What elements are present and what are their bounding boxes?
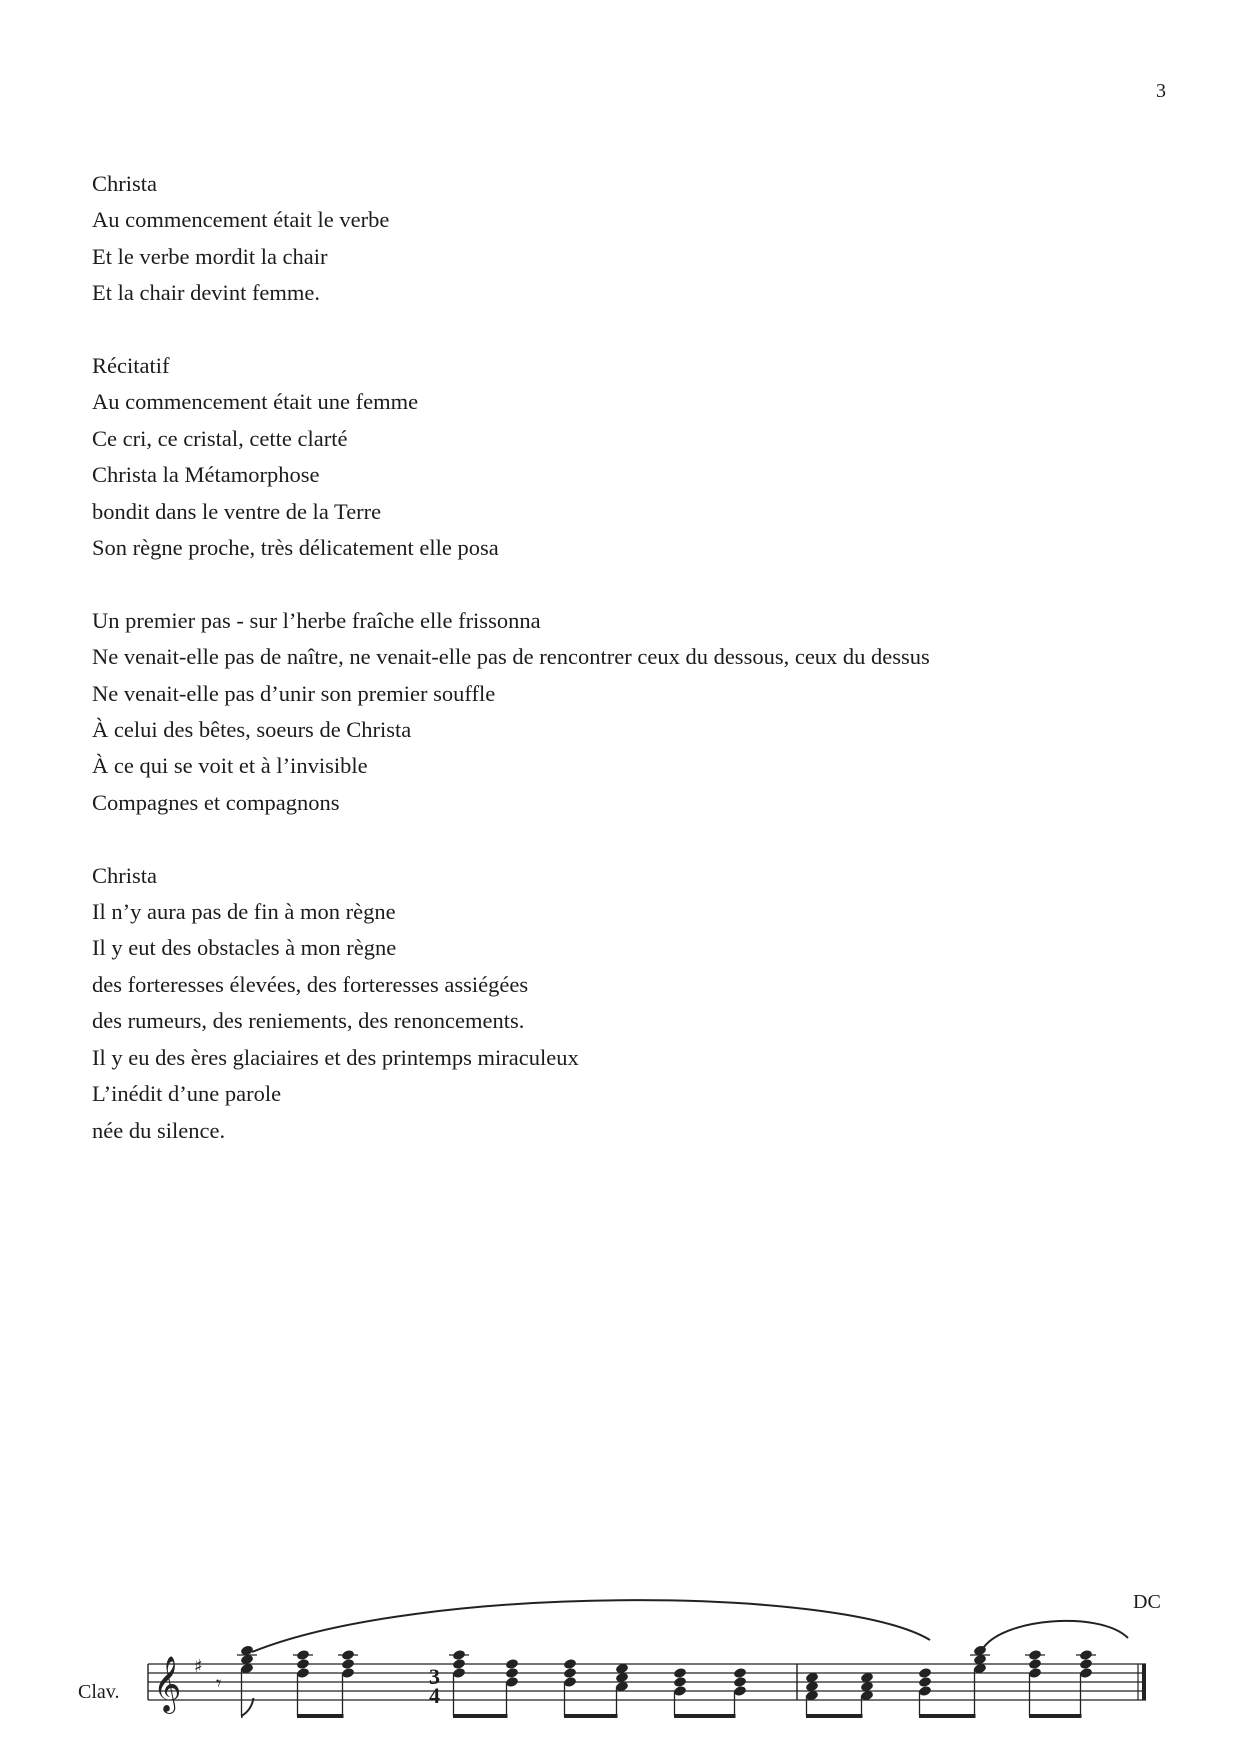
score-staff-graphic [0,1590,1242,1755]
verse-line: Et la chair devint femme. [92,280,321,306]
notehead [563,1667,577,1679]
time-signature-top: 3 [429,1664,440,1689]
stanza-3 [92,603,1192,821]
stanza-gap [92,566,1192,602]
beam [297,1714,344,1718]
notehead [918,1667,932,1679]
stanza-gap [92,821,1192,857]
stanza-1 [92,166,1192,312]
beam [919,1714,976,1718]
notehead [918,1676,932,1688]
verse-line: née du silence. [92,1117,226,1143]
verse-line: Et le verbe mordit la chair [92,243,328,269]
verse-line: Son règne proche, très délicatement elle posa [92,535,499,561]
notehead [733,1667,747,1679]
page-number: 3 [1156,80,1166,102]
beam [1029,1714,1082,1718]
stanza-heading: Christa [92,171,157,196]
stanza-heading: Récitatif [92,353,170,379]
slur [252,1600,930,1652]
beam [806,1714,863,1718]
time-signature-bottom: 4 [429,1683,440,1708]
verse-line: Au commencement était une femme [92,389,419,415]
music-score [0,1590,1242,1755]
notehead [1028,1658,1042,1670]
verse-line: Compagnes et compagnons [92,789,340,815]
eighth-rest-icon: 𝄾 [216,1671,222,1695]
verse-line: bondit dans le ventre de la Terre [92,498,382,524]
verse-line: des rumeurs, des reniements, des renoncements. [92,1008,525,1034]
notehead [1079,1658,1093,1670]
slur [982,1621,1128,1650]
verse-line: À celui des bêtes, soeurs de Christa [92,717,412,743]
sharp-icon: ♯ [194,1656,203,1677]
flag [242,1698,254,1716]
stanza-gap [92,312,1192,348]
notehead [673,1667,687,1679]
stanza-heading: Christa [92,862,157,888]
notehead [733,1676,747,1688]
verse-line: Il y eu des ères glaciaires et des printemps miraculeux [92,1044,579,1070]
beam [564,1714,618,1718]
beam [674,1714,736,1718]
notehead [563,1658,577,1670]
stanza-4 [92,858,1192,1149]
stanza-2 [92,348,1192,566]
verse-line: Ne venait-elle pas de naître, ne venait-elle pas de rencontrer ceux du dessous, ceux du dessus [92,644,930,670]
verse-line: L’inédit d’une parole [92,1081,282,1107]
verse-line: Un premier pas - sur l’herbe fraîche elle frissonna [92,607,541,633]
notehead [296,1658,310,1670]
treble-clef-icon: 𝄞 [153,1656,182,1712]
verse-line: À ce qui se voit et à l’invisible [92,753,368,779]
verse-line: Au commencement était le verbe [92,207,390,233]
beam [453,1714,508,1718]
notehead [505,1667,519,1679]
verse-line: Il y eut des obstacles à mon règne [92,935,397,961]
notehead [673,1676,687,1688]
verse-line: Il n’y aura pas de fin à mon règne [92,899,396,925]
notehead [505,1658,519,1670]
dc-marking: DC [1133,1591,1161,1613]
final-thick-barline [1142,1664,1146,1700]
verse-line: Ce cri, ce cristal, cette clarté [92,425,348,451]
notehead [452,1658,466,1670]
verse-line: des forteresses élevées, des forteresses assiégées [92,971,529,997]
verse-line: Ne venait-elle pas d’unir son premier souffle [92,680,496,706]
verse-line: Christa la Métamorphose [92,462,320,488]
poem-text [92,166,1192,1149]
instrument-label: Clav. [78,1681,120,1703]
notehead [341,1658,355,1670]
